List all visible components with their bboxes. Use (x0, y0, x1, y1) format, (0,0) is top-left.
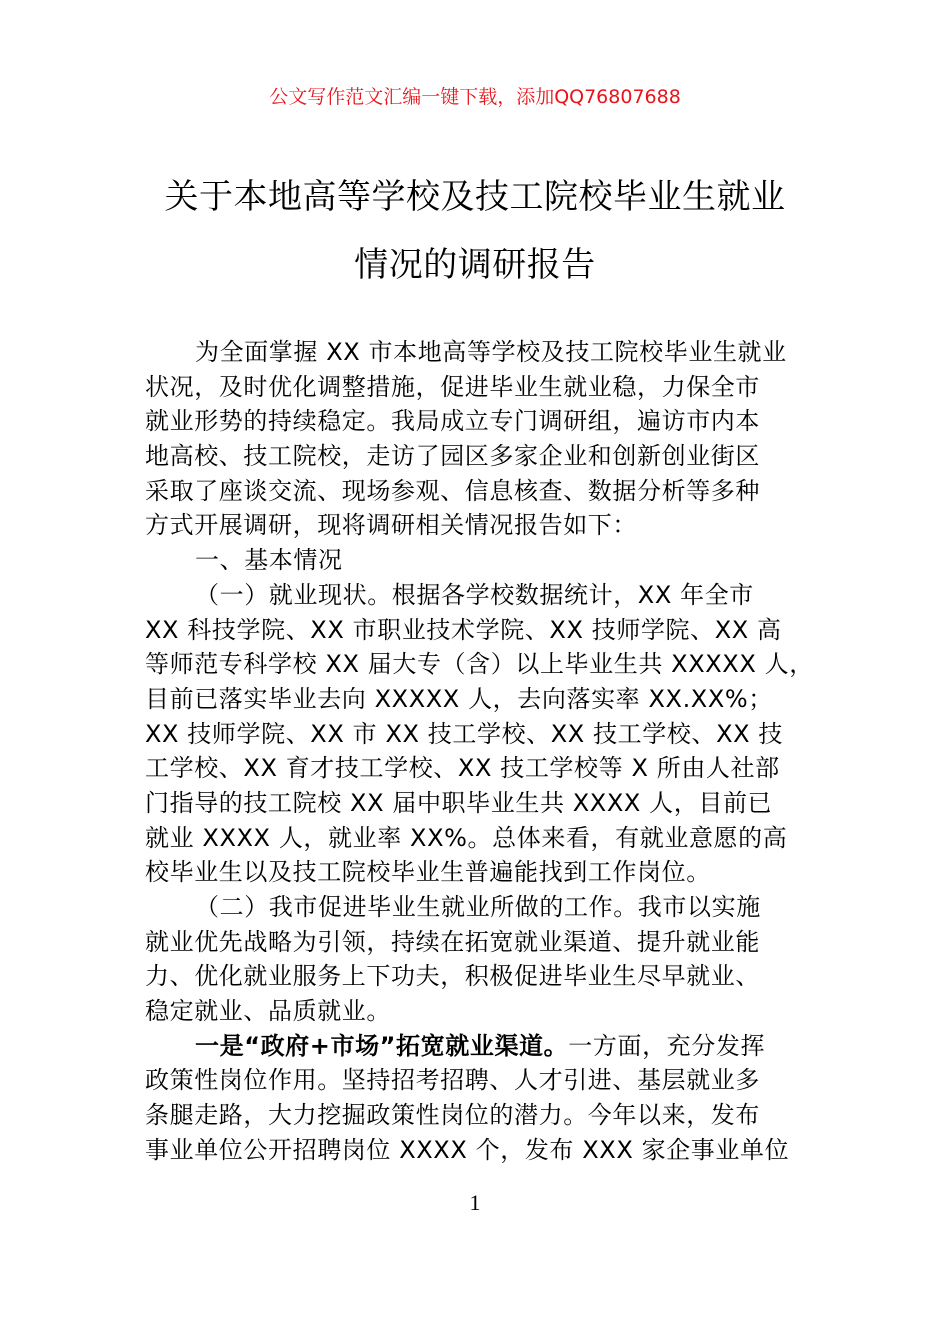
line-text: 条腿走路，大力挖掘政策性岗位的潜力。今年以来，发布 (145, 1101, 760, 1130)
line-text: 就业优先战略为引领，持续在拓宽就业渠道、提升就业能 (145, 927, 760, 956)
text-line (145, 404, 845, 439)
text-line (145, 508, 845, 543)
line-text: 状况，及时优化调整措施，促进毕业生就业稳，力保全市 (145, 372, 760, 401)
text-line (145, 786, 845, 821)
text-line (145, 821, 845, 856)
text-line (145, 613, 845, 648)
text-line (145, 855, 845, 890)
bold-lead-in: 一是“政府+市场”拓宽就业渠道。 (195, 1031, 569, 1060)
line-text: 采取了座谈交流、现场参观、信息核查、数据分析等多种 (145, 476, 760, 505)
line-text: 校毕业生以及技工院校毕业生普遍能找到工作岗位。 (145, 858, 711, 887)
text-line (145, 717, 845, 752)
line-text: 一、基本情况 (195, 546, 343, 575)
line-text: XX 技师学院、XX 市 XX 技工学校、XX 技工学校、XX 技 (145, 719, 783, 748)
text-line (145, 647, 845, 682)
watermark-banner: 公文写作范文汇编一键下载，添加QQ76807688 (269, 86, 681, 108)
text-line (145, 959, 845, 994)
line-text: 工学校、XX 育才技工学校、XX 技工学校等 X 所由人社部 (145, 754, 780, 783)
document-body (145, 335, 845, 1168)
text-line (145, 474, 845, 509)
line-text: 门指导的技工院校 XX 届中职毕业生共 XXXX 人，目前已 (145, 788, 773, 817)
text-line (145, 543, 845, 578)
document-title-line-1: 关于本地高等学校及技工院校毕业生就业 (164, 177, 786, 217)
document-title-line-2: 情况的调研报告 (354, 245, 596, 285)
line-text: 稳定就业、品质就业。 (145, 997, 391, 1026)
line-text: 地高校、技工院校，走访了园区多家企业和创新创业街区 (145, 442, 760, 471)
text-line (145, 1063, 845, 1098)
line-text: 事业单位公开招聘岗位 XXXX 个，发布 XXX 家企事业单位 (145, 1135, 790, 1164)
line-text: 方式开展调研，现将调研相关情况报告如下： (145, 511, 637, 540)
text-line (145, 890, 845, 925)
text-line (145, 751, 845, 786)
line-text: （二）我市促进毕业生就业所做的工作。我市以实施 (195, 893, 761, 921)
text-line (145, 1029, 845, 1064)
page-number: 1 (469, 1190, 481, 1215)
text-line (145, 439, 845, 474)
line-text: XX 科技学院、XX 市职业技术学院、XX 技师学院、XX 高 (145, 615, 782, 644)
line-text: 为全面掌握 XX 市本地高等学校及技工院校毕业生就业 (195, 338, 787, 366)
text-line (145, 578, 845, 613)
text-line (145, 335, 845, 370)
text-line (145, 1098, 845, 1133)
line-text: （一）就业现状。根据各学校数据统计，XX 年全市 (195, 580, 754, 609)
line-text: 一方面，充分发挥 (568, 1031, 766, 1060)
line-text: 力、优化就业服务上下功夫，积极促进毕业生尽早就业、 (145, 962, 760, 991)
line-text: 就业 XXXX 人，就业率 XX%。总体来看，有就业意愿的高 (145, 823, 788, 852)
text-line (145, 925, 845, 960)
line-text: 等师范专科学校 XX 届大专（含）以上毕业生共 XXXXX 人， (145, 650, 814, 679)
text-line (145, 682, 845, 717)
text-line (145, 994, 845, 1029)
line-text: 目前已落实毕业去向 XXXXX 人，去向落实率 XX.XX%； (145, 684, 773, 713)
text-line (145, 370, 845, 405)
line-text: 就业形势的持续稳定。我局成立专门调研组，遍访市内本 (145, 407, 760, 436)
text-line (145, 1133, 845, 1168)
line-text: 政策性岗位作用。坚持招考招聘、人才引进、基层就业多 (145, 1066, 760, 1095)
